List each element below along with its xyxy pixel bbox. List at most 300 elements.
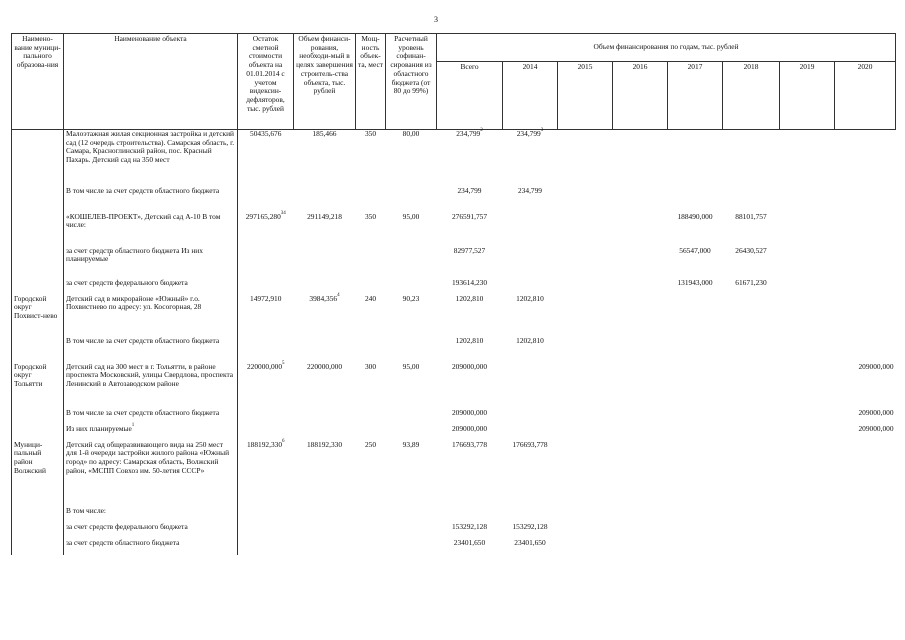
cell-cap — [356, 187, 386, 213]
financing-table — [11, 33, 896, 555]
cell-y2020 — [835, 539, 896, 555]
cell-y2016 — [613, 363, 668, 409]
table-body — [12, 130, 896, 555]
cell-y2017 — [668, 363, 723, 409]
cell-y2018 — [723, 337, 780, 363]
cell-y2019 — [780, 523, 835, 539]
cell-y2019 — [780, 187, 835, 213]
footnote-mark: 34 — [280, 210, 286, 216]
footnote-mark: 6 — [282, 438, 285, 444]
cell-y2017 — [668, 130, 723, 187]
header-year-total: Всего — [437, 62, 503, 130]
cell-y2019 — [780, 337, 835, 363]
cell-obj — [64, 213, 238, 247]
cell-text: Городской округ Похвист-нево — [14, 293, 58, 320]
cell-cof — [386, 213, 437, 247]
cell-y2015 — [558, 187, 613, 213]
cell-cap — [356, 337, 386, 363]
cell-text: 14972,910 — [250, 293, 282, 303]
cell-text: 188192,330 — [246, 439, 283, 449]
table-header — [12, 34, 896, 130]
cell-y2018 — [723, 523, 780, 539]
cell-text: 276591,757 — [451, 211, 488, 221]
cell-cof — [386, 247, 437, 279]
cell-text: 153292,128 — [451, 521, 488, 531]
cell-text: 80,00 — [402, 129, 420, 138]
cell-y2017 — [668, 213, 723, 247]
cell-y2016 — [613, 539, 668, 555]
cell-vol — [294, 409, 356, 425]
financing-table-wrapper — [11, 33, 895, 555]
cell-text: Городской округ Тольятти — [14, 361, 47, 388]
cell-y2019 — [780, 295, 835, 337]
cell-vol — [294, 187, 356, 213]
cell-y2019 — [780, 507, 835, 523]
cell-y2015 — [558, 130, 613, 187]
cell-y2014 — [503, 295, 558, 337]
cell-rem — [238, 247, 294, 279]
cell-vol — [294, 363, 356, 409]
cell-text: 95,00 — [402, 211, 420, 221]
footnote-mark: 3 — [540, 128, 544, 133]
cell-text: 176693,778 — [451, 439, 488, 449]
cell-total — [437, 523, 503, 539]
cell-y2017 — [668, 409, 723, 425]
cell-y2016 — [613, 425, 668, 441]
cell-cof — [386, 363, 437, 409]
cell-y2015 — [558, 213, 613, 247]
cell-text: 209000,000 — [451, 423, 488, 433]
footnote-mark: 2 — [480, 128, 483, 133]
cell-total — [437, 213, 503, 247]
cell-text: 209000,000 — [858, 361, 894, 371]
cell-obj — [64, 337, 238, 363]
header-annual-group: Объем финансирования по годам, тыс. рублей — [437, 34, 896, 62]
cell-vol — [294, 337, 356, 363]
table-row — [12, 247, 896, 279]
cell-mun — [12, 279, 64, 295]
cell-text: Малоэтажная жилая секционная застройка и детский сад (12 очередь строительства). Самарская область, г. Самара, Красноглинский район, пос. Красный Пахарь. Детский сад на 350 мест — [66, 129, 235, 165]
table-row — [12, 295, 896, 337]
cell-obj — [64, 247, 238, 279]
cell-text: 95,00 — [402, 361, 420, 371]
cell-text: Детский сад в микрорайоне «Южный» г.о. Похвистнево по адресу: ул. Косогорная, 28 — [66, 293, 202, 312]
cell-y2017 — [668, 279, 723, 295]
table-row — [12, 187, 896, 213]
cell-text: Детский сад на 300 мест в г. Тольятти, в районе проспекта Московский, улицы Свердлова, проспекта Ленинский в Автозаводском районе — [66, 361, 234, 388]
cell-total — [437, 409, 503, 425]
cell-y2014 — [503, 409, 558, 425]
cell-y2015 — [558, 425, 613, 441]
cell-cof — [386, 295, 437, 337]
table-row — [12, 523, 896, 539]
cell-cof — [386, 409, 437, 425]
cell-y2016 — [613, 279, 668, 295]
header-year-2018: 2018 — [723, 62, 780, 130]
cell-text: 240 — [364, 293, 377, 303]
cell-cof — [386, 337, 437, 363]
cell-text: В том числе за счет средств областного бюджета — [66, 185, 220, 195]
header-year-2019: 2019 — [780, 62, 835, 130]
cell-total — [437, 539, 503, 555]
cell-mun — [12, 187, 64, 213]
cell-rem — [238, 409, 294, 425]
footnote-mark: 4 — [337, 292, 340, 298]
cell-y2017 — [668, 247, 723, 279]
footnote-mark: 5 — [282, 360, 285, 366]
cell-cap — [356, 295, 386, 337]
cell-text: 82977,527 — [453, 245, 486, 255]
cell-mun — [12, 337, 64, 363]
cell-y2017 — [668, 295, 723, 337]
cell-obj — [64, 422, 238, 441]
table-row — [12, 425, 896, 441]
cell-cap — [356, 213, 386, 247]
cell-rem — [238, 507, 294, 523]
cell-cap — [356, 507, 386, 523]
cell-cap — [356, 425, 386, 441]
cell-mun — [12, 507, 64, 523]
cell-y2014 — [503, 187, 558, 213]
table-row — [12, 279, 896, 295]
cell-y2020 — [835, 213, 896, 247]
cell-text: за счет средств областного бюджета — [66, 537, 180, 547]
cell-cof — [386, 425, 437, 441]
cell-mun — [12, 247, 64, 279]
cell-obj — [64, 539, 238, 555]
cell-y2016 — [613, 409, 668, 425]
cell-total — [437, 425, 503, 441]
cell-y2020 — [835, 425, 896, 441]
header-year-2017: 2017 — [668, 62, 723, 130]
cell-rem — [238, 337, 294, 363]
cell-y2014 — [503, 130, 558, 187]
cell-cof — [386, 441, 437, 507]
cell-text: 188490,000 — [677, 211, 713, 221]
cell-obj — [64, 295, 238, 337]
cell-text: 234,799 — [516, 129, 541, 138]
cell-y2014 — [503, 337, 558, 363]
cell-y2014 — [503, 247, 558, 279]
cell-y2014 — [503, 523, 558, 539]
cell-cof — [386, 523, 437, 539]
cell-cap — [356, 279, 386, 295]
cell-y2019 — [780, 130, 835, 187]
cell-y2015 — [558, 337, 613, 363]
cell-rem — [238, 187, 294, 213]
cell-obj — [64, 441, 238, 507]
cell-rem — [238, 279, 294, 295]
cell-y2014 — [503, 425, 558, 441]
cell-text: Из них планируемые — [66, 423, 132, 433]
cell-text: 153292,128 — [512, 521, 548, 531]
cell-text: 1202,810 — [516, 293, 544, 303]
cell-y2018 — [723, 507, 780, 523]
cell-y2015 — [558, 409, 613, 425]
cell-y2015 — [558, 539, 613, 555]
cell-total — [437, 279, 503, 295]
cell-y2019 — [780, 213, 835, 247]
header-volume: Объем финанси-рования, необходи-мый в целях завершения строитель-ства объекта, тыс. рублей — [294, 34, 356, 130]
table-row — [12, 337, 896, 363]
cell-mun — [12, 539, 64, 555]
footnote-mark: 1 — [131, 422, 135, 428]
cell-text: 131943,000 — [677, 277, 713, 287]
table-row — [12, 539, 896, 555]
cell-text: 250 — [364, 439, 377, 449]
cell-y2017 — [668, 441, 723, 507]
cell-rem — [238, 425, 294, 441]
cell-cap — [356, 130, 386, 187]
cell-text: 3984,356 — [309, 293, 338, 303]
cell-rem — [238, 539, 294, 555]
cell-mun — [12, 409, 64, 425]
cell-y2018 — [723, 187, 780, 213]
cell-text: 90,23 — [402, 293, 420, 303]
cell-vol — [294, 539, 356, 555]
cell-y2020 — [835, 279, 896, 295]
cell-y2016 — [613, 337, 668, 363]
cell-y2014 — [503, 539, 558, 555]
cell-vol — [294, 130, 356, 187]
cell-y2018 — [723, 363, 780, 409]
cell-y2015 — [558, 363, 613, 409]
cell-y2019 — [780, 363, 835, 409]
cell-text: 300 — [364, 361, 377, 371]
cell-vol — [294, 292, 356, 337]
cell-cap — [356, 441, 386, 507]
cell-total — [437, 187, 503, 213]
cell-obj — [64, 279, 238, 295]
cell-y2019 — [780, 425, 835, 441]
cell-y2018 — [723, 441, 780, 507]
cell-vol — [294, 523, 356, 539]
cell-mun — [12, 295, 64, 337]
cell-y2016 — [613, 295, 668, 337]
cell-y2015 — [558, 523, 613, 539]
cell-text: 291149,218 — [307, 211, 342, 221]
cell-y2020 — [835, 130, 896, 187]
cell-text: 297165,280 — [245, 211, 281, 221]
cell-mun — [12, 441, 64, 507]
cell-y2016 — [613, 187, 668, 213]
cell-y2020 — [835, 247, 896, 279]
cell-y2018 — [723, 279, 780, 295]
cell-obj — [64, 523, 238, 539]
cell-text: 350 — [364, 129, 377, 138]
cell-total — [437, 363, 503, 409]
cell-cof — [386, 507, 437, 523]
cell-y2019 — [780, 441, 835, 507]
cell-y2015 — [558, 441, 613, 507]
cell-y2018 — [723, 213, 780, 247]
cell-y2020 — [835, 363, 896, 409]
cell-y2014 — [503, 213, 558, 247]
cell-text: 188192,330 — [306, 439, 343, 449]
cell-vol — [294, 279, 356, 295]
cell-text: 23401,650 — [453, 537, 486, 547]
cell-y2020 — [835, 523, 896, 539]
cell-text: 23401,650 — [514, 537, 546, 547]
cell-text: 220000,000 — [306, 361, 343, 371]
cell-y2017 — [668, 187, 723, 213]
cell-y2018 — [723, 247, 780, 279]
cell-text: 234,799 — [517, 185, 543, 195]
cell-y2020 — [835, 507, 896, 523]
cell-y2015 — [558, 507, 613, 523]
cell-text: 26430,527 — [735, 245, 767, 255]
cell-cap — [356, 409, 386, 425]
cell-obj — [64, 130, 238, 187]
cell-obj — [64, 409, 238, 425]
table-row — [12, 507, 896, 523]
cell-text: 176693,778 — [512, 439, 548, 449]
cell-cof — [386, 279, 437, 295]
table-row — [12, 213, 896, 247]
table-row — [12, 363, 896, 409]
cell-text: 93,89 — [402, 439, 420, 449]
cell-text: 234,799 — [456, 129, 481, 138]
cell-text: 209000,000 — [858, 407, 894, 417]
cell-text: В том числе за счет средств областного бюджета — [66, 335, 220, 345]
table-row — [12, 441, 896, 507]
cell-y2017 — [668, 507, 723, 523]
cell-total — [437, 507, 503, 523]
cell-mun — [12, 523, 64, 539]
header-year-2015: 2015 — [558, 62, 613, 130]
cell-text: 1202,810 — [516, 335, 544, 345]
cell-text: 209000,000 — [451, 407, 488, 417]
cell-obj — [64, 363, 238, 409]
table-row — [12, 130, 896, 187]
header-year-2016: 2016 — [613, 62, 668, 130]
cell-text: 56547,000 — [679, 245, 711, 255]
cell-y2016 — [613, 441, 668, 507]
cell-y2018 — [723, 539, 780, 555]
cell-y2014 — [503, 441, 558, 507]
cell-text: 61671,230 — [735, 277, 767, 287]
cell-y2019 — [780, 539, 835, 555]
cell-cap — [356, 247, 386, 279]
cell-total — [437, 130, 503, 187]
cell-vol — [294, 247, 356, 279]
cell-total — [437, 295, 503, 337]
header-municipality: Наимено-вание муници-пального образова-ния — [12, 34, 64, 130]
cell-text: Муници-пальный район Волжский — [14, 439, 46, 475]
cell-vol — [294, 441, 356, 507]
cell-y2015 — [558, 247, 613, 279]
cell-y2017 — [668, 337, 723, 363]
cell-text: Детский сад общеразвивающего вида на 250 мест для 1-й очереди застройки жилого района «Южный город» по адресу: Самарская область, Волжский район, «МСПП Совхоз им. 50-летия СССР» — [66, 439, 230, 475]
cell-text: 193614,230 — [451, 277, 488, 287]
cell-text: 234,799 — [457, 185, 482, 195]
cell-y2020 — [835, 337, 896, 363]
cell-y2014 — [503, 279, 558, 295]
cell-y2018 — [723, 130, 780, 187]
table-row — [12, 409, 896, 425]
cell-y2019 — [780, 247, 835, 279]
cell-text: за счет средств федерального бюджета — [66, 521, 188, 531]
cell-y2017 — [668, 539, 723, 555]
cell-cap — [356, 363, 386, 409]
cell-y2020 — [835, 187, 896, 213]
footnote-mark: 1 — [108, 253, 111, 259]
cell-cap — [356, 539, 386, 555]
cell-text: за счет средств областного бюджета Из них планируемые — [66, 245, 203, 264]
cell-y2020 — [835, 409, 896, 425]
cell-y2019 — [780, 409, 835, 425]
cell-text: В том числе: — [66, 505, 106, 515]
cell-text: 88101,757 — [735, 211, 767, 221]
cell-vol — [294, 425, 356, 441]
cell-y2019 — [780, 279, 835, 295]
cell-cof — [386, 187, 437, 213]
cell-vol — [294, 507, 356, 523]
cell-rem — [238, 210, 294, 247]
cell-y2020 — [835, 295, 896, 337]
cell-text: 209000,000 — [858, 423, 894, 433]
cell-text: за счет средств федерального бюджета — [66, 277, 188, 287]
cell-y2014 — [503, 363, 558, 409]
cell-y2016 — [613, 130, 668, 187]
cell-mun — [12, 213, 64, 247]
page-number: 3 — [434, 15, 438, 24]
header-capacity: Мощ-ность объек-та, мест — [356, 34, 386, 130]
cell-y2020 — [835, 441, 896, 507]
cell-y2016 — [613, 507, 668, 523]
cell-total — [437, 441, 503, 507]
cell-y2018 — [723, 425, 780, 441]
cell-total — [437, 247, 503, 279]
header-year-2014: 2014 — [503, 62, 558, 130]
cell-rem — [238, 360, 294, 409]
cell-text: 1202,810 — [455, 293, 484, 303]
cell-y2014 — [503, 507, 558, 523]
cell-y2017 — [668, 425, 723, 441]
cell-obj — [64, 507, 238, 523]
cell-rem — [238, 295, 294, 337]
cell-y2016 — [613, 523, 668, 539]
cell-y2018 — [723, 409, 780, 425]
header-cofinancing: Расчетный уровень софинан-сирования из областного бюджета (от 80 до 99%) — [386, 34, 437, 130]
cell-mun — [12, 425, 64, 441]
cell-text: 350 — [364, 211, 377, 221]
cell-cof — [386, 539, 437, 555]
header-object: Наименование объекта — [64, 34, 238, 130]
cell-text: 185,466 — [312, 129, 337, 138]
header-remainder: Остаток сметной стоимости объекта на 01.01.2014 с учетом видексин-дефляторов, тыс. рублей — [238, 34, 294, 130]
cell-text: 50435,676 — [250, 129, 282, 138]
cell-y2016 — [613, 213, 668, 247]
cell-total — [437, 337, 503, 363]
cell-y2015 — [558, 295, 613, 337]
header-year-2020: 2020 — [835, 62, 896, 130]
cell-rem — [238, 523, 294, 539]
cell-text: «КОШЕЛЕВ-ПРОЕКТ», Детский сад А-10 В том числе: — [66, 211, 221, 230]
cell-obj — [64, 187, 238, 213]
cell-cap — [356, 523, 386, 539]
cell-y2016 — [613, 247, 668, 279]
cell-y2018 — [723, 295, 780, 337]
cell-y2017 — [668, 523, 723, 539]
cell-text: 220000,000 — [246, 361, 283, 371]
cell-text: 209000,000 — [451, 361, 488, 371]
cell-rem — [238, 438, 294, 507]
cell-text: В том числе за счет средств областного бюджета — [66, 407, 220, 417]
cell-mun — [12, 363, 64, 409]
cell-mun — [12, 130, 64, 187]
cell-vol — [294, 213, 356, 247]
